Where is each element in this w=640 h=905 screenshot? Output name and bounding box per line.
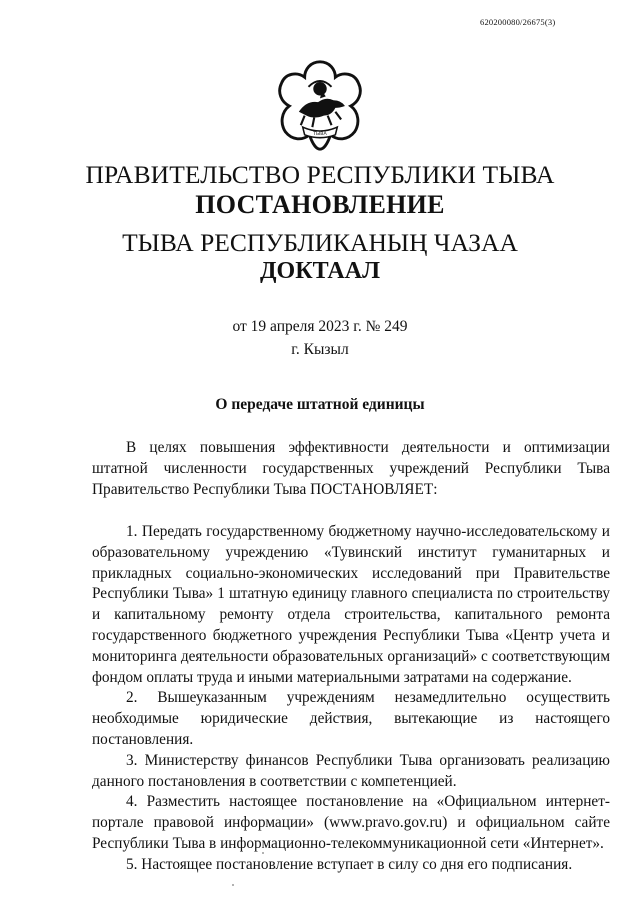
coat-of-arms-icon xyxy=(272,58,368,154)
government-title-tyv: ТЫВА РЕСПУБЛИКАНЫҢ ЧАЗАА xyxy=(122,228,518,257)
decree-items xyxy=(92,522,610,876)
decree-title-ru: ПОСТАНОВЛЕНИЕ xyxy=(195,190,445,219)
government-title-ru: ПРАВИТЕЛЬСТВО РЕСПУБЛИКИ ТЫВА xyxy=(85,160,555,189)
decree-item-4: 4. Разместить настоящее постановление на «Официальном интернет-портале правовой информации» (www.pravo.gov.ru) и официальном сайте Республики Тыва в информационно-телекоммуникационной сети «Интернет». xyxy=(92,793,610,852)
emblem-banner-text: ТЫВА xyxy=(313,131,327,137)
decree-city: г. Кызыл xyxy=(291,341,349,358)
decree-item-2: 2. Вышеуказанным учреждениям незамедлительно осуществить необходимые юридические действия, вытекающие из настоящего постановления. xyxy=(92,689,610,748)
decree-item-5: 5. Настоящее постановление вступает в силу со дня его подписания. xyxy=(126,855,573,873)
document-number: 620200080/26675(3) xyxy=(480,17,556,27)
decree-item-3: 3. Министерству финансов Республики Тыва организовать реализацию данного постановления в соответствии с компетенцией. xyxy=(92,751,610,790)
decree-subject: О передаче штатной единицы xyxy=(215,396,425,413)
decree-item-1: 1. Передать государственному бюджетному научно-исследовательскому и образовательному учреждению «Тувинский институт гуманитарных и прикладных социально-экономических исследований при Правительстве Республики Тыва» 1 штатную единицу главного специалиста по строительству и капитальному ремонту отдела строительства, капитального ремонта государственного бюджетного учреждения Республики Тыва «Центр учета и мониторинга деятельности образовательных организаций» с соответствующим фондом оплаты труда и иными материальными затратами на содержание. xyxy=(92,523,610,686)
preamble-paragraph: В целях повышения эффективности деятельности и оптимизации штатной численности государственных учреждений Республики Тыва Правительство Республики Тыва ПОСТАНОВЛЯЕТ: xyxy=(92,439,610,498)
decree-title-tyv: ДОКТААЛ xyxy=(260,258,380,284)
decree-preamble xyxy=(92,438,610,500)
scan-speck xyxy=(262,852,264,854)
decree-date-number: от 19 апреля 2023 г. № 249 xyxy=(232,318,408,335)
scan-speck xyxy=(232,884,234,886)
